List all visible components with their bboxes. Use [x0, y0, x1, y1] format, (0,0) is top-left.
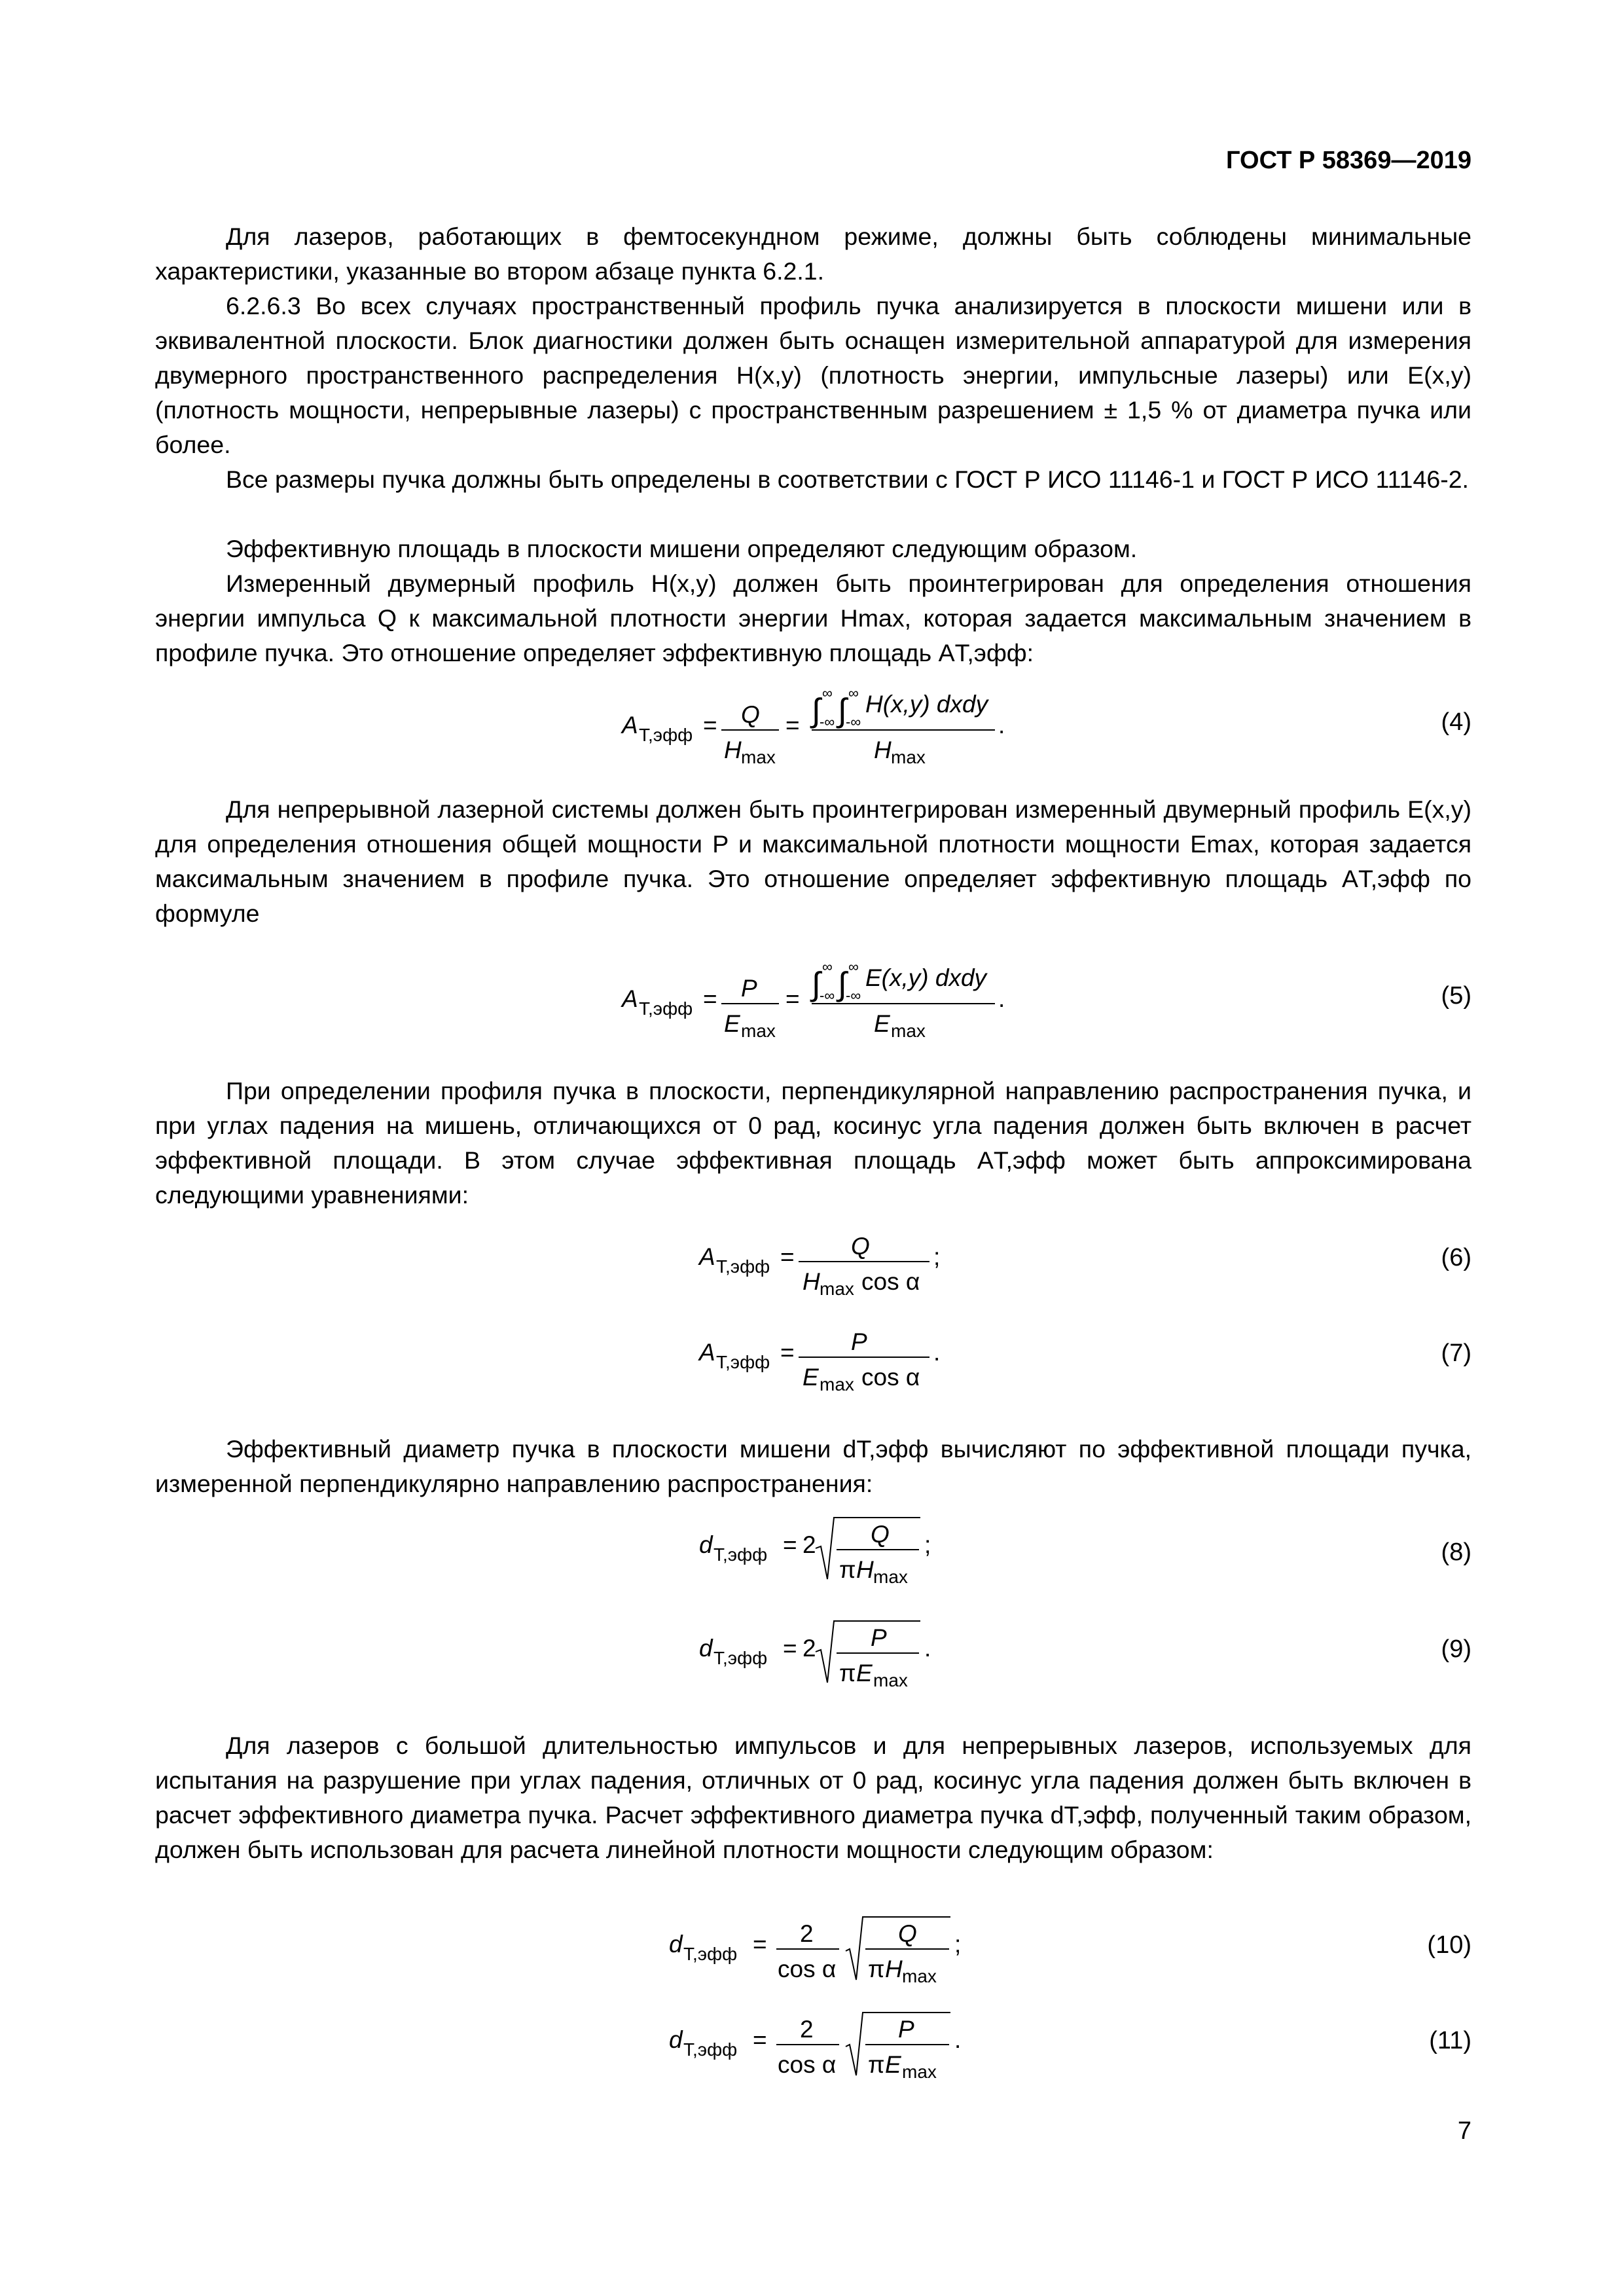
formula-8-d: d	[699, 1531, 713, 1558]
equation-number-4: (4)	[1441, 708, 1471, 736]
equation-number-11: (11)	[1429, 2027, 1471, 2054]
formula-7-E: E	[803, 1364, 819, 1391]
formula-4-Q: Q	[741, 701, 760, 728]
formula-9-P: P	[871, 1624, 887, 1651]
formula-7-svg	[699, 1320, 961, 1398]
formula-11	[669, 2007, 983, 2092]
formula-6-eq: =	[780, 1243, 795, 1270]
formula-5-neginf-2: -∞	[846, 987, 861, 1004]
formula-5-sub: Т,эфф	[639, 998, 693, 1019]
formula-4-max: max	[741, 747, 776, 767]
page-number: 7	[1457, 2117, 1471, 2145]
formula-6-max: max	[820, 1279, 854, 1299]
formula-4-A: A	[622, 712, 638, 738]
formula-10-d: d	[669, 1931, 683, 1958]
formula-5-integral-2: ∫	[838, 966, 847, 1002]
formula-9-d: d	[699, 1635, 713, 1662]
doc-header: ГОСТ Р 58369—2019	[1226, 147, 1471, 174]
formula-9-svg	[699, 1616, 961, 1694]
formula-10-sub: Т,эфф	[683, 1944, 738, 1964]
formula-7	[699, 1320, 961, 1404]
paragraph-continuous-laser: Для непрерывной лазерной системы должен быть проинтегрирован измеренный двумерный профиль E(x,y) для определения отношения общей мощности P и максимальной плотности мощности Emax, которая задается максимальным значением в профиле пучка. Это отношение определяет эффективную площадь AТ,эфф по формуле	[155, 795, 1471, 927]
paragraph-effective-area-intro: Эффективную площадь в плоскости мишени определяют следующим образом.	[226, 535, 1138, 562]
formula-5-integrand: E(x,y) dxdy	[865, 964, 987, 991]
formula-5-neginf-1: -∞	[820, 987, 835, 1004]
formula-6	[699, 1224, 961, 1309]
formula-4-inf-1: ∞	[822, 685, 833, 701]
formula-4-neginf-1: -∞	[820, 714, 835, 730]
formula-5	[622, 955, 1015, 1052]
formula-4-inf-2: ∞	[848, 685, 859, 701]
equation-number-8: (8)	[1441, 1539, 1471, 1566]
formula-10-eq: =	[753, 1931, 767, 1958]
paragraph-long-pulse: Для лазеров с большой длительностью импульсов и для непрерывных лазеров, используемых для испытания на разрушение при углах падения, отличных от 0 рад, косинус угла падения должен быть включен в расчет эффективного диаметра пучка. Расчет эффективного диаметра пучка dТ,эфф, полученный таким образом, должен быть использован для расчета линейной плотности мощности следующим образом:	[155, 1732, 1471, 1863]
paragraph-profile-determination: При определении профиля пучка в плоскости, перпендикулярной направлению распространения пучка, и при углах падения на мишень, отличающихся от 0 рад, косинус угла падения должен быть включен в расчет эффективной площади. В этом случае эффективная площадь AТ,эфф может быть аппроксимирована следующими уравнениями:	[155, 1077, 1471, 1209]
formula-11-cos: cos α	[778, 2051, 837, 2078]
formula-11-eq: =	[753, 2026, 767, 2053]
formula-5-P: P	[741, 975, 757, 1002]
formula-10-Q: Q	[898, 1920, 917, 1947]
formula-5-E-den: E	[874, 1010, 890, 1037]
formula-11-d: d	[669, 2026, 683, 2053]
formula-11-period: .	[954, 2026, 962, 2053]
formula-5-inf-1: ∞	[822, 958, 833, 975]
formula-10-pi: π	[868, 1956, 885, 1982]
formula-4-neginf-2: -∞	[846, 714, 861, 730]
formula-5-eq2: =	[785, 985, 800, 1012]
formula-4-period: .	[998, 712, 1005, 738]
formula-9	[699, 1616, 961, 1700]
formula-8-Q: Q	[871, 1521, 890, 1548]
formula-11-two: 2	[800, 2016, 814, 2043]
formula-6-svg	[699, 1224, 961, 1303]
formula-9-max: max	[873, 1670, 908, 1690]
formula-8-eq: =	[783, 1531, 797, 1558]
formula-10-H: H	[885, 1956, 903, 1982]
formula-9-period: .	[924, 1635, 931, 1662]
formula-8-svg	[699, 1512, 961, 1591]
formula-4-integral-2: ∫	[838, 692, 847, 729]
formula-5-E: E	[724, 1010, 740, 1037]
formula-11-max: max	[902, 2062, 937, 2082]
formula-4-eq2: =	[785, 712, 800, 738]
formula-8-semicolon: ;	[924, 1531, 931, 1558]
formula-5-max-den: max	[891, 1021, 926, 1041]
formula-9-pi: π	[839, 1660, 856, 1686]
formula-11-svg	[669, 2007, 983, 2086]
formula-8-two: 2	[803, 1531, 816, 1558]
formula-6-semicolon: ;	[933, 1243, 941, 1270]
formula-4-integral-1: ∫	[812, 692, 821, 729]
formula-10-svg	[669, 1912, 983, 1990]
formula-7-P: P	[851, 1328, 867, 1355]
paragraph-standards: Все размеры пучка должны быть определены в соответствии с ГОСТ Р ИСО 11146-1 и ГОСТ Р ИСО 11146-2.	[226, 465, 1469, 493]
formula-4-H: H	[724, 737, 742, 763]
formula-8	[699, 1512, 961, 1597]
formula-5-period: .	[998, 985, 1005, 1012]
formula-11-E: E	[885, 2051, 901, 2078]
formula-5-eq1: =	[703, 985, 717, 1012]
formula-9-E: E	[856, 1660, 873, 1686]
formula-4	[622, 681, 1015, 778]
formula-4-sub: Т,эфф	[639, 725, 693, 745]
formula-8-H: H	[856, 1556, 874, 1583]
formula-4-integrand: H(x,y) dxdy	[865, 691, 988, 718]
formula-11-pi: π	[868, 2051, 885, 2078]
formula-7-eq: =	[780, 1339, 795, 1366]
formula-6-cos: cos α	[861, 1268, 920, 1295]
formula-7-A: A	[699, 1339, 715, 1366]
formula-5-inf-2: ∞	[848, 958, 859, 975]
formula-6-sub: Т,эфф	[716, 1256, 770, 1277]
formula-9-eq: =	[783, 1635, 797, 1662]
paragraph-effective-diameter: Эффективный диаметр пучка в плоскости мишени dТ,эфф вычисляют по эффективной площади пучка, измеренной перпендикулярно направлению распространения:	[155, 1435, 1471, 1497]
formula-5-A: A	[622, 985, 638, 1012]
paragraph-femtosecond: Для лазеров, работающих в фемтосекундном режиме, должны быть соблюдены минимальные характеристики, указанные во втором абзаце пункта 6.2.1.	[155, 223, 1471, 285]
formula-8-pi: π	[839, 1556, 856, 1583]
formula-10-max: max	[902, 1966, 937, 1986]
formula-10-two: 2	[800, 1920, 814, 1947]
formula-4-eq1: =	[703, 712, 717, 738]
formula-7-period: .	[933, 1339, 941, 1366]
formula-4-H-den: H	[874, 737, 892, 763]
equation-number-5: (5)	[1441, 982, 1471, 1010]
equation-number-6: (6)	[1441, 1244, 1471, 1271]
formula-5-svg	[622, 955, 1015, 1046]
equation-number-9: (9)	[1441, 1635, 1471, 1663]
formula-11-sub: Т,эфф	[683, 2039, 738, 2060]
formula-6-A: A	[699, 1243, 715, 1270]
paragraph-measured-profile: Измеренный двумерный профиль H(x,y) должен быть проинтегрирован для определения отношения энергии импульса Q к максимальной плотности энергии Hmax, которая задается максимальным значением в профиле пучка. Это отношение определяет эффективную площадь AТ,эфф:	[155, 570, 1471, 666]
equation-number-10: (10)	[1427, 1931, 1471, 1959]
formula-4-svg	[622, 681, 1015, 773]
formula-6-Q: Q	[851, 1233, 870, 1260]
formula-4-max-den: max	[891, 747, 926, 767]
formula-11-P: P	[898, 2016, 914, 2043]
formula-5-integral-1: ∫	[812, 966, 821, 1002]
formula-10	[669, 1912, 983, 1996]
formula-10-semicolon: ;	[954, 1931, 962, 1958]
formula-6-H: H	[803, 1268, 820, 1295]
formula-7-sub: Т,эфф	[716, 1352, 770, 1372]
paragraph-6-2-6-3: 6.2.6.3 Во всех случаях пространственный профиль пучка анализируется в плоскости мишени или в эквивалентной плоскости. Блок диагностики должен быть оснащен измерительной аппаратурой для измерения двумерного пространственного распределения H(x,y) (плотность энергии, импульсные лазеры) или E(x,y) (плотность мощности, непрерывные лазеры) с пространственным разрешением ± 1,5 % от диаметра пучка или более.	[155, 292, 1471, 458]
formula-5-max: max	[741, 1021, 776, 1041]
formula-9-sub: Т,эфф	[713, 1648, 768, 1668]
formula-10-cos: cos α	[778, 1956, 837, 1982]
formula-8-sub: Т,эфф	[713, 1544, 768, 1565]
formula-8-max: max	[873, 1567, 908, 1587]
formula-7-max: max	[820, 1374, 854, 1394]
equation-number-7: (7)	[1441, 1339, 1471, 1367]
formula-9-two: 2	[803, 1635, 816, 1662]
formula-7-cos: cos α	[861, 1364, 920, 1391]
